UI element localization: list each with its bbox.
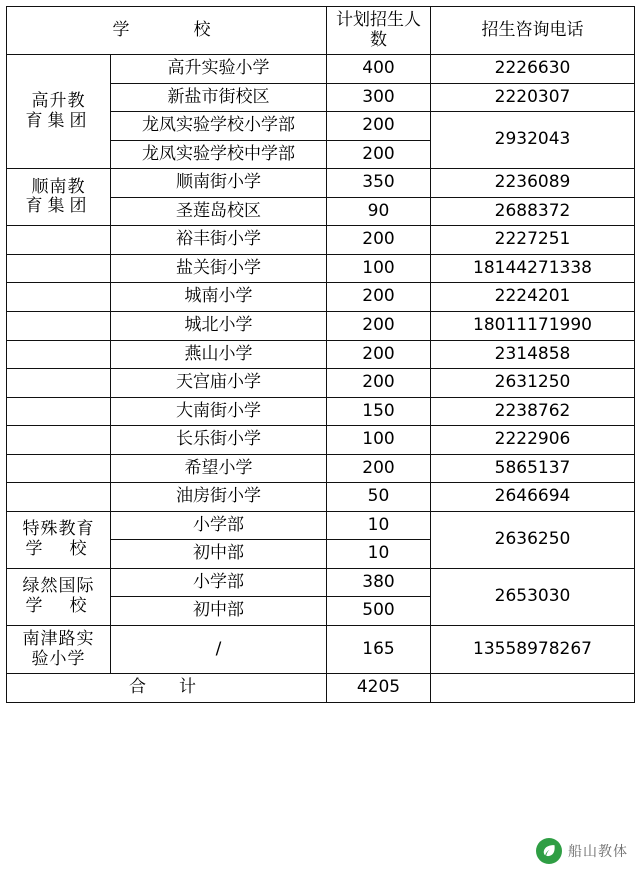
plan-count: 400	[327, 55, 431, 84]
plan-count: 100	[327, 426, 431, 455]
phone-number: 2226630	[431, 55, 635, 84]
school-name: 小学部	[111, 568, 327, 597]
group-cell	[7, 483, 111, 512]
phone-number: 2224201	[431, 283, 635, 312]
header-phone: 招生咨询电话	[431, 7, 635, 55]
group-line-2: 验小学	[31, 648, 86, 669]
group-cell	[7, 568, 111, 625]
phone-number: 13558978267	[431, 626, 635, 674]
group-cell	[7, 55, 111, 169]
school-name: 油房街小学	[111, 483, 327, 512]
group-line-1: 顺南教	[31, 176, 86, 197]
plan-count: 200	[327, 140, 431, 169]
phone-number: 18011171990	[431, 312, 635, 341]
table-row	[7, 397, 635, 426]
school-name: /	[111, 626, 327, 674]
table-total-row	[7, 674, 635, 703]
phone-number: 2636250	[431, 511, 635, 568]
table-row	[7, 340, 635, 369]
group-cell	[7, 312, 111, 341]
plan-count: 200	[327, 340, 431, 369]
phone-number: 2238762	[431, 397, 635, 426]
school-name: 初中部	[111, 597, 327, 626]
group-line-2: 育集团	[25, 110, 92, 131]
table-row	[7, 483, 635, 512]
watermark-badge	[532, 836, 632, 866]
plan-count: 165	[327, 626, 431, 674]
school-name: 希望小学	[111, 454, 327, 483]
table-row	[7, 283, 635, 312]
plan-count: 10	[327, 511, 431, 540]
header-plan: 计划招生人数	[327, 7, 431, 55]
group-line-1: 高升教	[31, 91, 86, 112]
plan-count: 100	[327, 254, 431, 283]
group-cell	[7, 226, 111, 255]
phone-number: 2314858	[431, 340, 635, 369]
table-row	[7, 254, 635, 283]
plan-count: 200	[327, 283, 431, 312]
phone-number: 2220307	[431, 83, 635, 112]
group-line-2: 学 校	[25, 595, 92, 616]
table-row	[7, 312, 635, 341]
group-cell	[7, 340, 111, 369]
group-cell	[7, 397, 111, 426]
school-name: 燕山小学	[111, 340, 327, 369]
table-row	[7, 568, 635, 597]
plan-count: 150	[327, 397, 431, 426]
school-name: 圣莲岛校区	[111, 197, 327, 226]
phone-number: 2236089	[431, 169, 635, 198]
phone-number: 2653030	[431, 568, 635, 625]
school-name: 大南街小学	[111, 397, 327, 426]
phone-number: 2227251	[431, 226, 635, 255]
phone-number: 18144271338	[431, 254, 635, 283]
document-page	[0, 6, 640, 872]
total-label: 合 计	[7, 674, 327, 703]
leaf-icon	[536, 838, 562, 864]
school-name: 盐关街小学	[111, 254, 327, 283]
total-value: 4205	[327, 674, 431, 703]
plan-count: 200	[327, 226, 431, 255]
phone-number: 2932043	[431, 112, 635, 169]
table-row	[7, 426, 635, 455]
plan-count: 500	[327, 597, 431, 626]
plan-count: 300	[327, 83, 431, 112]
school-name: 高升实验小学	[111, 55, 327, 84]
group-cell	[7, 454, 111, 483]
group-line-2: 育集团	[25, 196, 92, 217]
group-cell	[7, 369, 111, 398]
school-name: 新盐市街校区	[111, 83, 327, 112]
table-header-row	[7, 7, 635, 55]
table-row	[7, 169, 635, 198]
plan-count: 200	[327, 454, 431, 483]
school-name: 城南小学	[111, 283, 327, 312]
plan-count: 90	[327, 197, 431, 226]
group-cell	[7, 626, 111, 674]
group-line-1: 南津路实	[22, 629, 95, 650]
phone-number: 5865137	[431, 454, 635, 483]
phone-number: 2688372	[431, 197, 635, 226]
school-name: 初中部	[111, 540, 327, 569]
enrollment-table	[6, 6, 635, 703]
group-cell	[7, 254, 111, 283]
school-name: 长乐街小学	[111, 426, 327, 455]
group-line-2: 学 校	[25, 538, 92, 559]
school-name: 龙凤实验学校中学部	[111, 140, 327, 169]
table-row	[7, 369, 635, 398]
table-body	[7, 7, 635, 703]
plan-count: 380	[327, 568, 431, 597]
phone-number: 2646694	[431, 483, 635, 512]
table-row	[7, 626, 635, 674]
group-cell	[7, 511, 111, 568]
school-name: 天宫庙小学	[111, 369, 327, 398]
header-school: 学 校	[7, 7, 327, 55]
group-line-1: 特殊教育	[22, 519, 95, 540]
school-name: 龙凤实验学校小学部	[111, 112, 327, 141]
plan-count: 50	[327, 483, 431, 512]
school-name: 城北小学	[111, 312, 327, 341]
school-name: 小学部	[111, 511, 327, 540]
plan-count: 200	[327, 369, 431, 398]
plan-count: 10	[327, 540, 431, 569]
watermark-text: 船山教体	[568, 844, 628, 860]
table-row	[7, 55, 635, 84]
table-row	[7, 226, 635, 255]
phone-number: 2222906	[431, 426, 635, 455]
total-phone	[431, 674, 635, 703]
group-cell	[7, 426, 111, 455]
phone-number: 2631250	[431, 369, 635, 398]
plan-count: 350	[327, 169, 431, 198]
table-row	[7, 511, 635, 540]
plan-count: 200	[327, 112, 431, 141]
group-cell	[7, 283, 111, 312]
plan-count: 200	[327, 312, 431, 341]
group-cell	[7, 169, 111, 226]
group-line-1: 绿然国际	[22, 576, 95, 597]
school-name: 裕丰街小学	[111, 226, 327, 255]
school-name: 顺南街小学	[111, 169, 327, 198]
table-row	[7, 454, 635, 483]
